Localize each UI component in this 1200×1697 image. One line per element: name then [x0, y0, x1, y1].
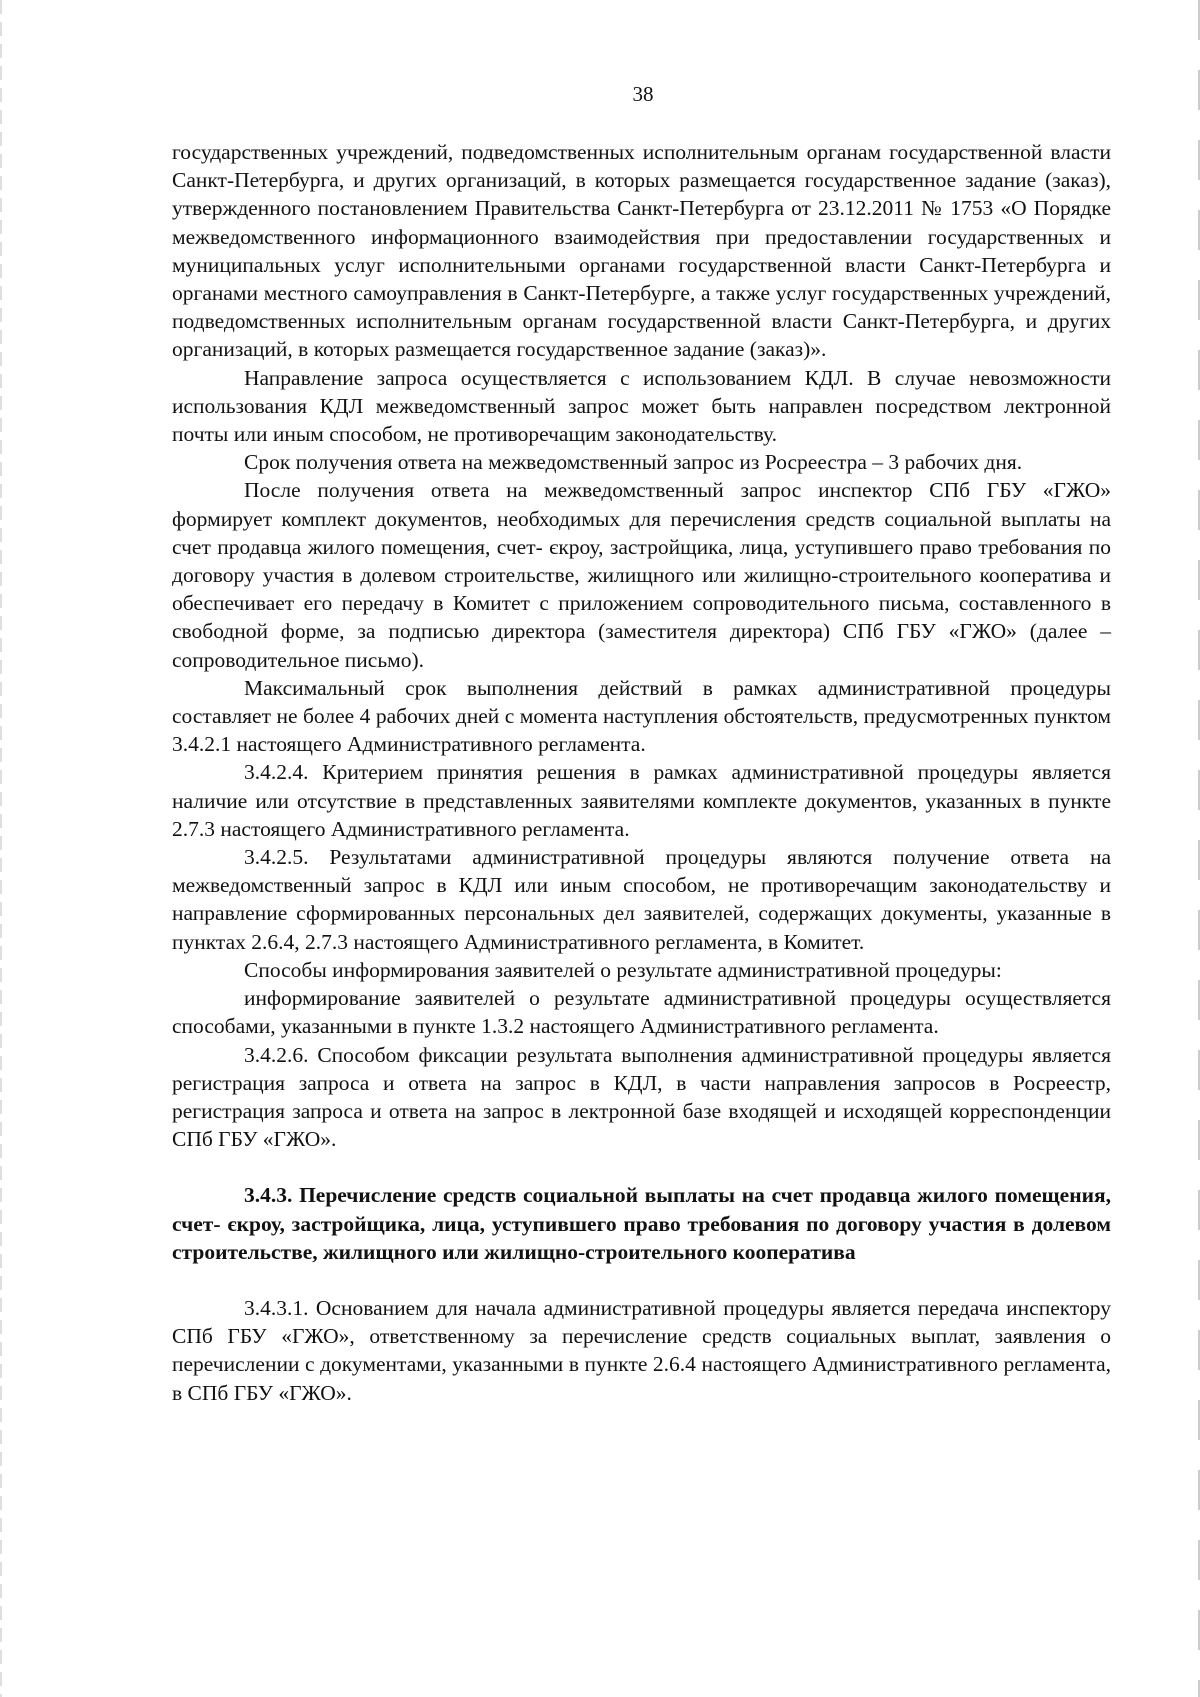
section-heading-3-4-3: 3.4.3. Перечисление средств социальной выплаты на счет продавца жилого помещения, счет- єкроу, застройщика, лица, уступившего право требования по договору участия в долевом строительстве, жилищного или жилищно-строительного кооператива: [172, 1183, 1111, 1264]
paragraph-3-4-2-5: 3.4.2.5. Результатами административной процедуры являются получение ответа на межведомственный запрос в КДЛ или иным способом, не противоречащим законодательству и направление сформированных персональных дел заявителей, содержащих документы, указанные в пунктах 2.6.4, 2.7.3 настоящего Административного регламента, в Комитет.: [172, 845, 1111, 954]
paragraph-max-term: Максимальный срок выполнения действий в рамках административной процедуры составляет не более 4 рабочих дней с момента наступления обстоятельств, предусмотренных пунктом 3.4.2.1 настоящего Административного регламента.: [172, 675, 1111, 757]
paragraph-3-4-2-4: 3.4.2.4. Критерием принятия решения в рамках административной процедуры является наличие или отсутствие в представленных заявителями комплекте документов, указанных в пункте 2.7.3 настоящего Административного регламента.: [172, 760, 1111, 841]
paragraph-informing: информирование заявителей о результате административной процедуры осуществляется способами, указанными в пункте 1.3.2 настоящего Административного регламента.: [172, 986, 1111, 1039]
page-number: 38: [632, 82, 654, 106]
paragraph-after-response: После получения ответа на межведомственный запрос инспектор СПб ГБУ «ГЖО» формирует комплект документов, необходимых для перечисления средств социальной выплаты на счет продавца жилого помещения, счет- єкроу, застройщика, лица, уступившего право требования по договору участия в долевом строительстве, жилищного или жилищно-строительного кооператива и обеспечивает его передачу в Комитет с приложением сопроводительного письма, составленного в свободной форме, за подписью директора (заместителя директора) СПб ГБУ «ГЖО» (далее – сопроводительное письмо).: [172, 478, 1111, 672]
paragraph-informing-methods: Способы информирования заявителей о результате административной процедуры:: [244, 957, 1002, 982]
paragraph-continuation: государственных учреждений, подведомственных исполнительным органам государственной власти Санкт-Петербурга, и других организаций, в которых размещается государственное задание (заказ), утвержденного постановлением Правительства Санкт-Петербурга от 23.12.2011 № 1753 «О Порядке межведомственного информационного взаимодействия при предоставлении государственных и муниципальных услуг исполнительными органами государственной власти Санкт-Петербурга и органами местного самоуправления в Санкт-Петербурге, а также услуг государственных учреждений, подведомственных исполнительным органам государственной власти Санкт-Петербурга, и других организаций, в которых размещается государственное задание (заказ)».: [172, 140, 1111, 362]
scan-edge-left: [0, 0, 2, 1697]
paragraph-3-4-3-1: 3.4.3.1. Основанием для начала административной процедуры является передача инспектору СПб ГБУ «ГЖО», ответственному за перечисление средств социальных выплат, заявления о перечислении с документами, указанными в пункте 2.6.4 настоящего Административного регламента, в СПб ГБУ «ГЖО».: [172, 1295, 1111, 1405]
paragraph-response-term: Срок получения ответа на межведомственный запрос из Росреестра – 3 рабочих дня.: [244, 450, 1023, 475]
document-body: [172, 138, 1111, 1407]
paragraph-request-direction: Направление запроса осуществляется с использованием КДЛ. В случае невозможности использования КДЛ межведомственный запрос может быть направлен посредством лектронной почты или иным способом, не противоречащим законодательству.: [172, 365, 1111, 447]
paragraph-3-4-2-6: 3.4.2.6. Способом фиксации результата выполнения административной процедуры является регистрация запроса и ответа на запрос в КДЛ, в части направления запросов в Росреестр, регистрация запроса и ответа на запрос в лектронной базе входящей и исходящей корреспонденции СПб ГБУ «ГЖО».: [172, 1042, 1111, 1152]
